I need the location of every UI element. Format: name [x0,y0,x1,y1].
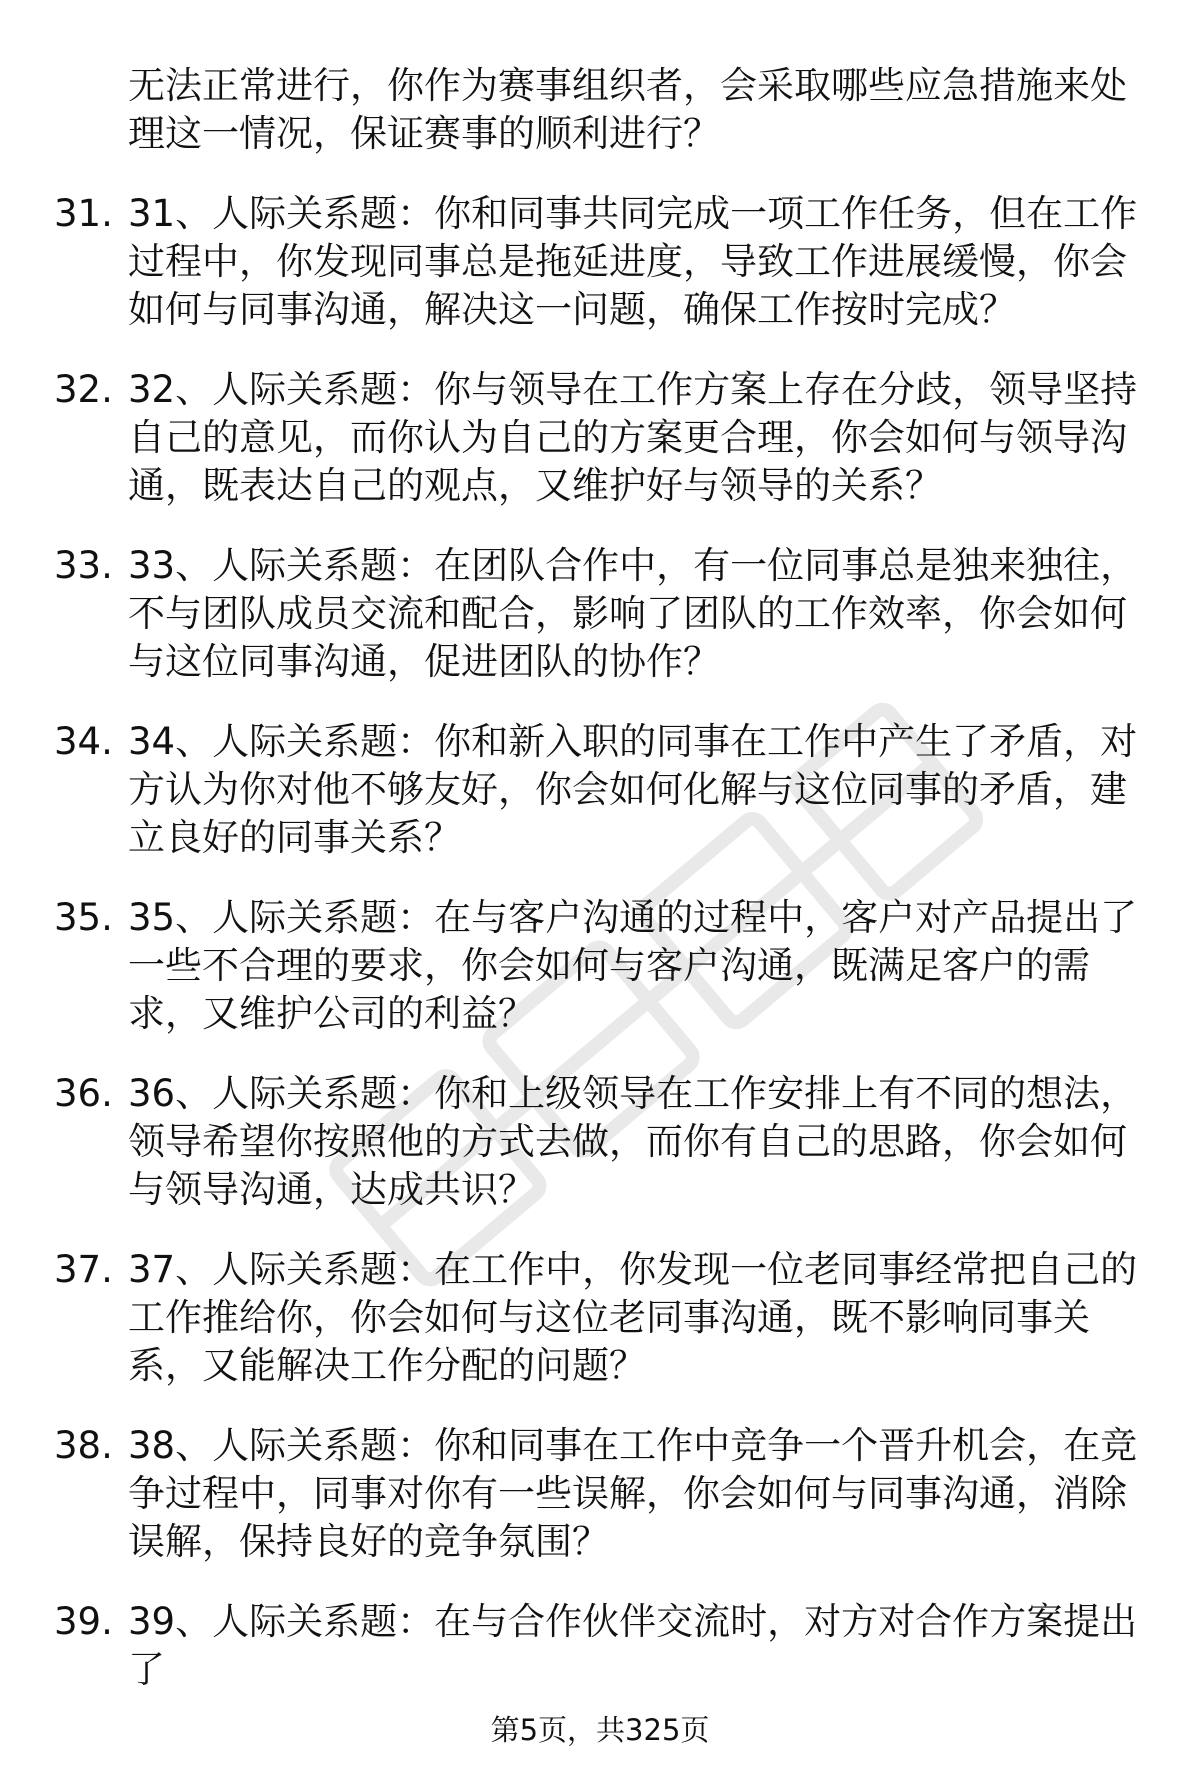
question-number: 36. [54,1072,113,1115]
question-number: 31. [54,192,113,235]
question-item [0,894,1200,1070]
question-number: 38. [54,1424,113,1467]
question-item [0,190,1200,366]
question-text: 36、人际关系题：你和上级领导在工作安排上有不同的想法，领导希望你按照他的方式去做，而你有自己的思路，你会如何与领导沟通，达成共识？ [128,1072,1138,1211]
question-text: 37、人际关系题：在工作中，你发现一位老同事经常把自己的工作推给你，你会如何与这位老同事沟通，既不影响同事关系，又能解决工作分配的问题？ [128,1248,1138,1387]
question-text: 31、人际关系题：你和同事共同完成一项工作任务，但在工作过程中，你发现同事总是拖延进度，导致工作进展缓慢，你会如何与同事沟通，解决这一问题，确保工作按时完成？ [128,192,1138,331]
question-text: 32、人际关系题：你与领导在工作方案上存在分歧，领导坚持自己的意见，而你认为自己的方案更合理，你会如何与领导沟通，既表达自己的观点，又维护好与领导的关系？ [128,368,1138,507]
page-number-footer: 第5页，共325页 [490,1713,710,1747]
question-item [0,718,1200,894]
question-text: 33、人际关系题：在团队合作中，有一位同事总是独来独往，不与团队成员交流和配合，影响了团队的工作效率，你会如何与这位同事沟通，促进团队的协作？ [128,544,1138,683]
question-text: 39、人际关系题：在与合作伙伴交流时，对方对合作方案提出了 [128,1600,1138,1691]
question-number: 34. [54,720,113,763]
question-item [0,366,1200,542]
question-item [0,1246,1200,1422]
question-number: 37. [54,1248,113,1291]
question-number: 35. [54,896,113,939]
question-item [0,542,1200,718]
continued-question-text: 无法正常进行，你作为赛事组织者，会采取哪些应急措施来处理这一情况，保证赛事的顺利进行？ [128,64,1127,155]
question-text: 35、人际关系题：在与客户沟通的过程中，客户对产品提出了一些不合理的要求，你会如何与客户沟通，既满足客户的需求，又维护公司的利益？ [128,896,1138,1035]
question-text: 34、人际关系题：你和新入职的同事在工作中产生了矛盾，对方认为你对他不够友好，你会如何化解与这位同事的矛盾，建立良好的同事关系？ [128,720,1138,859]
question-item [0,1070,1200,1246]
question-number: 39. [54,1600,113,1643]
question-number: 33. [54,544,113,587]
question-number: 32. [54,368,113,411]
question-item [0,1422,1200,1598]
question-list [0,190,1200,1774]
question-text: 38、人际关系题：你和同事在工作中竞争一个晋升机会，在竞争过程中，同事对你有一些误解，你会如何与同事沟通，消除误解，保持良好的竞争氛围？ [128,1424,1138,1563]
